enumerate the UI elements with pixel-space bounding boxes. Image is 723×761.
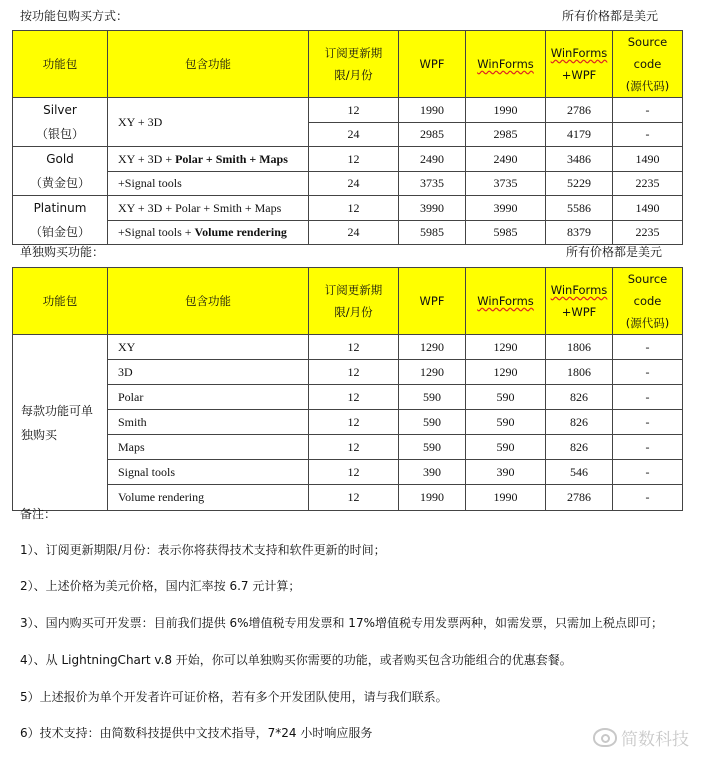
wpf-price: 1990 [399, 485, 466, 511]
wpf-price: 3735 [399, 172, 466, 196]
table-row [13, 435, 683, 460]
winforms-wpf-price: 826 [546, 410, 613, 435]
source-code-price: - [613, 410, 683, 435]
section2-title: 单独购买功能： [20, 245, 105, 259]
source-code-price: - [613, 485, 683, 511]
period-value: 24 [309, 221, 399, 245]
notes-heading: 备注： [20, 507, 57, 521]
winforms-wpf-price: 2786 [546, 98, 613, 123]
package-name-platinum: Platinum （铂金包） [13, 196, 108, 245]
header-source-code: Source code (源代码) [613, 268, 683, 335]
table-row [13, 147, 683, 172]
weibo-icon [593, 728, 617, 747]
wpf-price: 2985 [399, 123, 466, 147]
source-code-price: 1490 [613, 196, 683, 221]
winforms-wpf-price: 826 [546, 435, 613, 460]
winforms-price: 1990 [466, 98, 546, 123]
package-price-table [12, 30, 683, 245]
wpf-price: 590 [399, 435, 466, 460]
winforms-wpf-price: 1806 [546, 335, 613, 360]
winforms-price: 3990 [466, 196, 546, 221]
feature-name: Maps [108, 435, 309, 460]
feature-name: Volume rendering [108, 485, 309, 511]
feature-name: 3D [108, 360, 309, 385]
header-source-code: Source code (源代码) [613, 31, 683, 98]
section1-currency-note: 所有价格都是美元 [562, 9, 659, 23]
header-wpf: WPF [399, 31, 466, 98]
wpf-price: 5985 [399, 221, 466, 245]
header-winforms-wpf: WinForms +WPF [546, 268, 613, 335]
section1-title: 按功能包购买方式： [20, 9, 129, 23]
wpf-price: 590 [399, 385, 466, 410]
source-code-price: - [613, 460, 683, 485]
period-value: 12 [309, 460, 399, 485]
individual-price-table [12, 267, 683, 511]
feature-name: XY [108, 335, 309, 360]
header-row [13, 31, 683, 98]
source-code-price: 2235 [613, 172, 683, 196]
header-period: 订阅更新期 限/月份 [309, 31, 399, 98]
period-value: 24 [309, 172, 399, 196]
note-item: 5）上述报价为单个开发者许可证价格，若有多个开发团队使用，请与我们联系。 [20, 690, 448, 704]
package-name-gold: Gold （黄金包） [13, 147, 108, 196]
table-row [13, 335, 683, 360]
winforms-price: 590 [466, 435, 546, 460]
wpf-price: 390 [399, 460, 466, 485]
package-features-line2: +Signal tools + Volume rendering [108, 221, 309, 245]
winforms-price: 390 [466, 460, 546, 485]
header-package: 功能包 [13, 31, 108, 98]
note-item: 4）、从 LightningChart v.8 开始，你可以单独购买你需要的功能，或者购买包含功能组合的优惠套餐。 [20, 653, 572, 667]
table-row [13, 172, 683, 196]
wpf-price: 3990 [399, 196, 466, 221]
source-code-price: - [613, 385, 683, 410]
period-value: 12 [309, 98, 399, 123]
winforms-price: 2985 [466, 123, 546, 147]
period-value: 12 [309, 360, 399, 385]
winforms-wpf-price: 2786 [546, 485, 613, 511]
table-row [13, 196, 683, 221]
winforms-wpf-price: 1806 [546, 360, 613, 385]
wpf-price: 1290 [399, 360, 466, 385]
package-features: XY + 3D [108, 98, 309, 147]
table-row [13, 485, 683, 511]
period-value: 12 [309, 485, 399, 511]
winforms-wpf-price: 8379 [546, 221, 613, 245]
source-code-price: 1490 [613, 147, 683, 172]
feature-name: Signal tools [108, 460, 309, 485]
source-code-price: - [613, 123, 683, 147]
wpf-price: 590 [399, 410, 466, 435]
winforms-price: 1290 [466, 335, 546, 360]
winforms-price: 2490 [466, 147, 546, 172]
watermark [593, 725, 689, 750]
winforms-price: 590 [466, 385, 546, 410]
header-winforms-wpf: WinForms +WPF [546, 31, 613, 98]
header-period: 订阅更新期 限/月份 [309, 268, 399, 335]
period-value: 24 [309, 123, 399, 147]
table-row [13, 221, 683, 245]
period-value: 12 [309, 410, 399, 435]
source-code-price: - [613, 435, 683, 460]
table-row [13, 98, 683, 123]
feature-name: Smith [108, 410, 309, 435]
wpf-price: 2490 [399, 147, 466, 172]
winforms-wpf-price: 5229 [546, 172, 613, 196]
note-item: 6）技术支持：由简数科技提供中文技术指导，7*24 小时响应服务 [20, 726, 373, 740]
period-value: 12 [309, 435, 399, 460]
period-value: 12 [309, 147, 399, 172]
table-row [13, 360, 683, 385]
winforms-wpf-price: 826 [546, 385, 613, 410]
package-name-silver: Silver （银包） [13, 98, 108, 147]
period-value: 12 [309, 196, 399, 221]
source-code-price: - [613, 360, 683, 385]
source-code-price: - [613, 335, 683, 360]
period-value: 12 [309, 335, 399, 360]
table-row [13, 460, 683, 485]
individual-purchase-label: 每款功能可单 独购买 [13, 335, 108, 511]
winforms-wpf-price: 3486 [546, 147, 613, 172]
winforms-price: 5985 [466, 221, 546, 245]
table-row [13, 385, 683, 410]
header-winforms: WinForms [466, 268, 546, 335]
note-item: 2）、上述价格为美元价格，国内汇率按 6.7 元计算； [20, 579, 301, 593]
note-item: 1）、订阅更新期限/月份：表示你将获得技术支持和软件更新的时间； [20, 543, 386, 557]
period-value: 12 [309, 385, 399, 410]
table-row [13, 410, 683, 435]
package-features-line2: +Signal tools [108, 172, 309, 196]
header-package: 功能包 [13, 268, 108, 335]
wpf-price: 1290 [399, 335, 466, 360]
winforms-price: 1990 [466, 485, 546, 511]
section2-currency-note: 所有价格都是美元 [566, 245, 663, 259]
winforms-price: 1290 [466, 360, 546, 385]
winforms-wpf-price: 5586 [546, 196, 613, 221]
header-features: 包含功能 [108, 31, 309, 98]
source-code-price: - [613, 98, 683, 123]
watermark-text: 简数科技 [621, 730, 689, 750]
winforms-price: 3735 [466, 172, 546, 196]
winforms-wpf-price: 4179 [546, 123, 613, 147]
header-features: 包含功能 [108, 268, 309, 335]
package-features: XY + 3D + Polar + Smith + Maps [108, 147, 309, 172]
feature-name: Polar [108, 385, 309, 410]
winforms-price: 590 [466, 410, 546, 435]
header-wpf: WPF [399, 268, 466, 335]
header-winforms: WinForms [466, 31, 546, 98]
header-row [13, 268, 683, 335]
source-code-price: 2235 [613, 221, 683, 245]
package-features: XY + 3D + Polar + Smith + Maps [108, 196, 309, 221]
wpf-price: 1990 [399, 98, 466, 123]
winforms-wpf-price: 546 [546, 460, 613, 485]
note-item: 3）、国内购买可开发票：目前我们提供 6%增值税专用发票和 17%增值税专用发票两种，如需发票，只需加上税点即可； [20, 616, 663, 630]
